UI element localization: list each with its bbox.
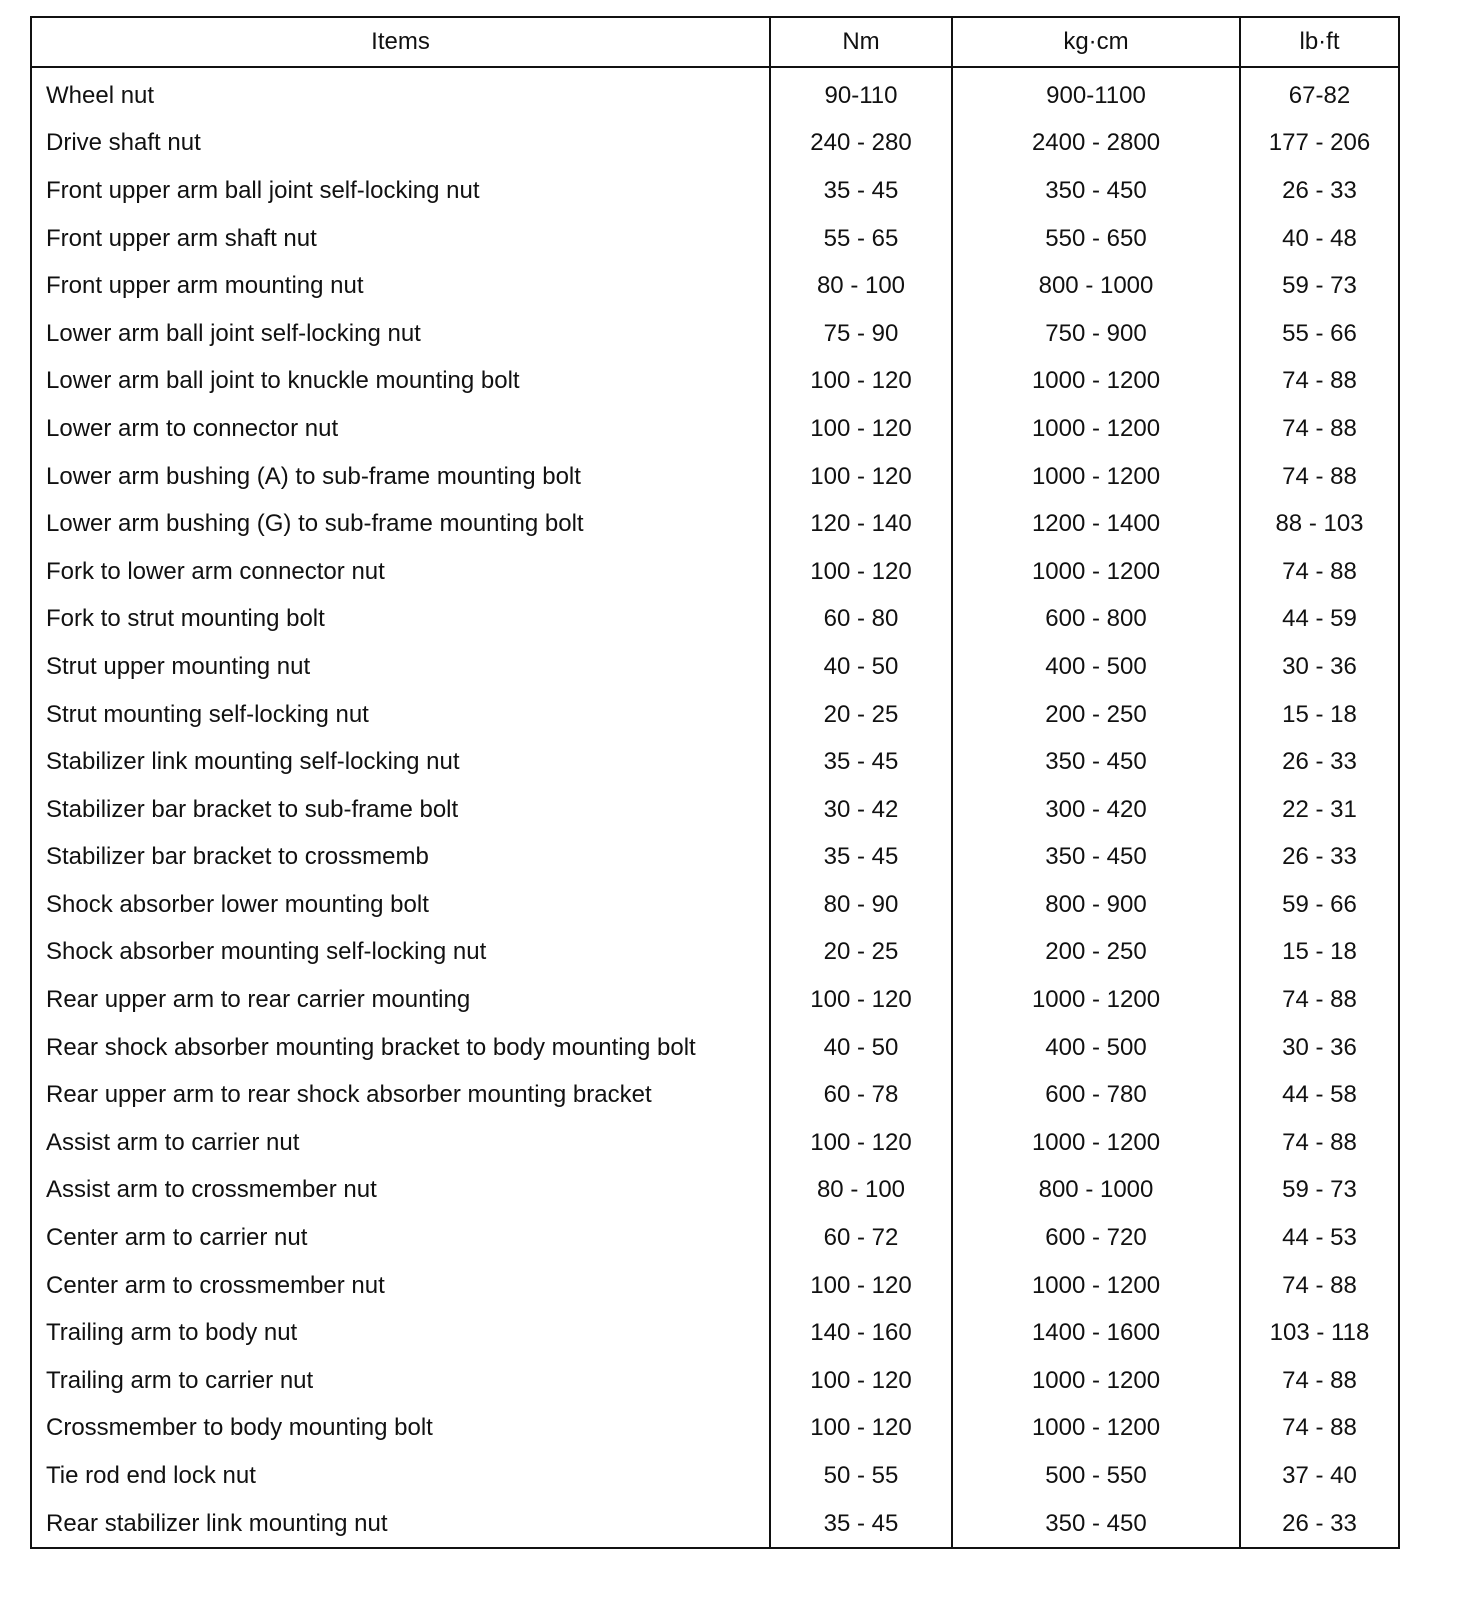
torque-spec-table <box>30 16 1400 1549</box>
cell-lbft: 26 - 33 <box>1240 738 1399 786</box>
table-row <box>31 67 1399 120</box>
table-row <box>31 929 1399 977</box>
cell-nm: 80 - 100 <box>770 262 952 310</box>
table-row <box>31 643 1399 691</box>
cell-nm: 35 - 45 <box>770 167 952 215</box>
cell-lbft: 59 - 73 <box>1240 262 1399 310</box>
table-row <box>31 120 1399 168</box>
cell-lbft: 44 - 59 <box>1240 596 1399 644</box>
cell-kgcm: 1000 - 1200 <box>952 358 1240 406</box>
table-row <box>31 1500 1399 1549</box>
cell-nm: 80 - 100 <box>770 1167 952 1215</box>
cell-lbft: 74 - 88 <box>1240 1262 1399 1310</box>
cell-lbft: 74 - 88 <box>1240 1357 1399 1405</box>
cell-nm: 30 - 42 <box>770 786 952 834</box>
cell-nm: 100 - 120 <box>770 358 952 406</box>
table-row <box>31 453 1399 501</box>
cell-item: Shock absorber lower mounting bolt <box>46 890 429 918</box>
table-row <box>31 500 1399 548</box>
cell-lbft: 37 - 40 <box>1240 1452 1399 1500</box>
cell-nm: 100 - 120 <box>770 1357 952 1405</box>
cell-nm: 40 - 50 <box>770 1024 952 1072</box>
cell-item: Fork to strut mounting bolt <box>46 605 325 633</box>
cell-kgcm: 500 - 550 <box>952 1452 1240 1500</box>
cell-kgcm: 350 - 450 <box>952 1500 1240 1549</box>
cell-item: Lower arm ball joint self-locking nut <box>46 319 421 347</box>
table-row <box>31 1452 1399 1500</box>
cell-kgcm: 1400 - 1600 <box>952 1309 1240 1357</box>
cell-kgcm: 600 - 720 <box>952 1214 1240 1262</box>
cell-item: Trailing arm to carrier nut <box>46 1366 314 1394</box>
cell-kgcm: 400 - 500 <box>952 643 1240 691</box>
cell-nm: 100 - 120 <box>770 548 952 596</box>
cell-item: Front upper arm mounting nut <box>46 272 364 300</box>
table-row <box>31 1262 1399 1310</box>
cell-nm: 35 - 45 <box>770 834 952 882</box>
cell-lbft: 74 - 88 <box>1240 453 1399 501</box>
cell-item: Rear shock absorber mounting bracket to body mounting bolt <box>46 1033 696 1061</box>
cell-item: Crossmember to body mounting bolt <box>46 1414 433 1442</box>
table-row <box>31 1357 1399 1405</box>
cell-kgcm: 400 - 500 <box>952 1024 1240 1072</box>
cell-lbft: 74 - 88 <box>1240 358 1399 406</box>
cell-lbft: 55 - 66 <box>1240 310 1399 358</box>
table-row <box>31 596 1399 644</box>
table-row <box>31 1309 1399 1357</box>
cell-kgcm: 350 - 450 <box>952 738 1240 786</box>
cell-kgcm: 200 - 250 <box>952 691 1240 739</box>
cell-kgcm: 200 - 250 <box>952 929 1240 977</box>
cell-kgcm: 900-1100 <box>952 67 1240 120</box>
cell-item: Assist arm to crossmember nut <box>46 1176 377 1204</box>
cell-kgcm: 750 - 900 <box>952 310 1240 358</box>
table-row <box>31 262 1399 310</box>
cell-lbft: 30 - 36 <box>1240 1024 1399 1072</box>
cell-item: Strut mounting self-locking nut <box>46 700 369 728</box>
cell-item: Trailing arm to body nut <box>46 1319 298 1347</box>
cell-item: Center arm to carrier nut <box>46 1224 308 1252</box>
cell-item: Lower arm to connector nut <box>46 414 339 442</box>
table-body <box>31 67 1399 1548</box>
table-row <box>31 976 1399 1024</box>
cell-item: Lower arm bushing (A) to sub-frame mounting bolt <box>46 462 581 490</box>
cell-nm: 35 - 45 <box>770 1500 952 1549</box>
cell-nm: 100 - 120 <box>770 1262 952 1310</box>
cell-item: Lower arm bushing (G) to sub-frame mounting bolt <box>46 510 584 538</box>
cell-lbft: 74 - 88 <box>1240 976 1399 1024</box>
table-row <box>31 1167 1399 1215</box>
cell-lbft: 67-82 <box>1240 67 1399 120</box>
cell-kgcm: 1200 - 1400 <box>952 500 1240 548</box>
column-header-nm: Nm <box>770 17 952 67</box>
cell-kgcm: 1000 - 1200 <box>952 405 1240 453</box>
cell-nm: 60 - 78 <box>770 1071 952 1119</box>
cell-nm: 20 - 25 <box>770 929 952 977</box>
cell-kgcm: 1000 - 1200 <box>952 1262 1240 1310</box>
cell-nm: 120 - 140 <box>770 500 952 548</box>
cell-lbft: 26 - 33 <box>1240 1500 1399 1549</box>
table-row <box>31 691 1399 739</box>
cell-lbft: 22 - 31 <box>1240 786 1399 834</box>
cell-kgcm: 1000 - 1200 <box>952 548 1240 596</box>
cell-item: Fork to lower arm connector nut <box>46 557 385 585</box>
cell-nm: 100 - 120 <box>770 1405 952 1453</box>
cell-nm: 60 - 80 <box>770 596 952 644</box>
cell-kgcm: 800 - 900 <box>952 881 1240 929</box>
cell-nm: 100 - 120 <box>770 976 952 1024</box>
cell-nm: 50 - 55 <box>770 1452 952 1500</box>
cell-lbft: 26 - 33 <box>1240 834 1399 882</box>
cell-nm: 80 - 90 <box>770 881 952 929</box>
header-row <box>31 17 1399 67</box>
cell-nm: 55 - 65 <box>770 215 952 263</box>
cell-lbft: 74 - 88 <box>1240 548 1399 596</box>
column-header-kgcm: kg·cm <box>952 17 1240 67</box>
cell-lbft: 59 - 66 <box>1240 881 1399 929</box>
table-row <box>31 881 1399 929</box>
cell-item: Wheel nut <box>46 81 155 109</box>
cell-lbft: 44 - 58 <box>1240 1071 1399 1119</box>
cell-kgcm: 600 - 780 <box>952 1071 1240 1119</box>
cell-kgcm: 1000 - 1200 <box>952 1405 1240 1453</box>
cell-kgcm: 800 - 1000 <box>952 262 1240 310</box>
table-row <box>31 1405 1399 1453</box>
cell-nm: 240 - 280 <box>770 120 952 168</box>
table-row <box>31 548 1399 596</box>
cell-item: Shock absorber mounting self-locking nut <box>46 938 487 966</box>
cell-item: Stabilizer bar bracket to crossmemb <box>46 843 429 871</box>
cell-kgcm: 600 - 800 <box>952 596 1240 644</box>
cell-item: Tie rod end lock nut <box>46 1462 256 1490</box>
table-row <box>31 1024 1399 1072</box>
cell-kgcm: 1000 - 1200 <box>952 453 1240 501</box>
cell-lbft: 103 - 118 <box>1240 1309 1399 1357</box>
cell-kgcm: 350 - 450 <box>952 834 1240 882</box>
cell-lbft: 59 - 73 <box>1240 1167 1399 1215</box>
table-row <box>31 405 1399 453</box>
table-row <box>31 215 1399 263</box>
cell-lbft: 15 - 18 <box>1240 929 1399 977</box>
cell-item: Strut upper mounting nut <box>46 652 311 680</box>
cell-kgcm: 300 - 420 <box>952 786 1240 834</box>
cell-item: Stabilizer bar bracket to sub-frame bolt <box>46 795 459 823</box>
cell-nm: 100 - 120 <box>770 453 952 501</box>
cell-item: Assist arm to carrier nut <box>46 1128 300 1156</box>
cell-kgcm: 350 - 450 <box>952 167 1240 215</box>
cell-kgcm: 800 - 1000 <box>952 1167 1240 1215</box>
column-header-lbft: lb·ft <box>1240 17 1399 67</box>
cell-nm: 40 - 50 <box>770 643 952 691</box>
cell-lbft: 74 - 88 <box>1240 1119 1399 1167</box>
table-row <box>31 786 1399 834</box>
cell-kgcm: 1000 - 1200 <box>952 1119 1240 1167</box>
cell-nm: 75 - 90 <box>770 310 952 358</box>
table-row <box>31 310 1399 358</box>
cell-nm: 100 - 120 <box>770 405 952 453</box>
cell-kgcm: 550 - 650 <box>952 215 1240 263</box>
cell-lbft: 40 - 48 <box>1240 215 1399 263</box>
cell-lbft: 177 - 206 <box>1240 120 1399 168</box>
cell-item: Rear upper arm to rear shock absorber mounting bracket <box>46 1081 652 1109</box>
cell-item: Rear upper arm to rear carrier mounting <box>46 986 471 1014</box>
cell-lbft: 74 - 88 <box>1240 1405 1399 1453</box>
table-row <box>31 358 1399 406</box>
cell-item: Lower arm ball joint to knuckle mounting bolt <box>46 367 520 395</box>
cell-nm: 60 - 72 <box>770 1214 952 1262</box>
cell-item: Front upper arm ball joint self-locking nut <box>46 176 480 204</box>
table-header <box>31 17 1399 67</box>
table-row <box>31 738 1399 786</box>
cell-lbft: 44 - 53 <box>1240 1214 1399 1262</box>
cell-lbft: 88 - 103 <box>1240 500 1399 548</box>
cell-kgcm: 2400 - 2800 <box>952 120 1240 168</box>
table-row <box>31 167 1399 215</box>
table-row <box>31 1119 1399 1167</box>
cell-lbft: 15 - 18 <box>1240 691 1399 739</box>
cell-kgcm: 1000 - 1200 <box>952 1357 1240 1405</box>
column-header-items: Items <box>31 17 770 67</box>
cell-item: Drive shaft nut <box>46 129 201 157</box>
table-row <box>31 834 1399 882</box>
cell-lbft: 30 - 36 <box>1240 643 1399 691</box>
cell-nm: 20 - 25 <box>770 691 952 739</box>
cell-nm: 140 - 160 <box>770 1309 952 1357</box>
cell-item: Rear stabilizer link mounting nut <box>46 1509 388 1537</box>
cell-item: Front upper arm shaft nut <box>46 224 317 252</box>
table-row <box>31 1071 1399 1119</box>
cell-kgcm: 1000 - 1200 <box>952 976 1240 1024</box>
cell-item: Center arm to crossmember nut <box>46 1271 385 1299</box>
cell-nm: 100 - 120 <box>770 1119 952 1167</box>
cell-lbft: 74 - 88 <box>1240 405 1399 453</box>
cell-lbft: 26 - 33 <box>1240 167 1399 215</box>
cell-nm: 90-110 <box>770 67 952 120</box>
table-row <box>31 1214 1399 1262</box>
cell-nm: 35 - 45 <box>770 738 952 786</box>
cell-item: Stabilizer link mounting self-locking nut <box>46 748 460 776</box>
